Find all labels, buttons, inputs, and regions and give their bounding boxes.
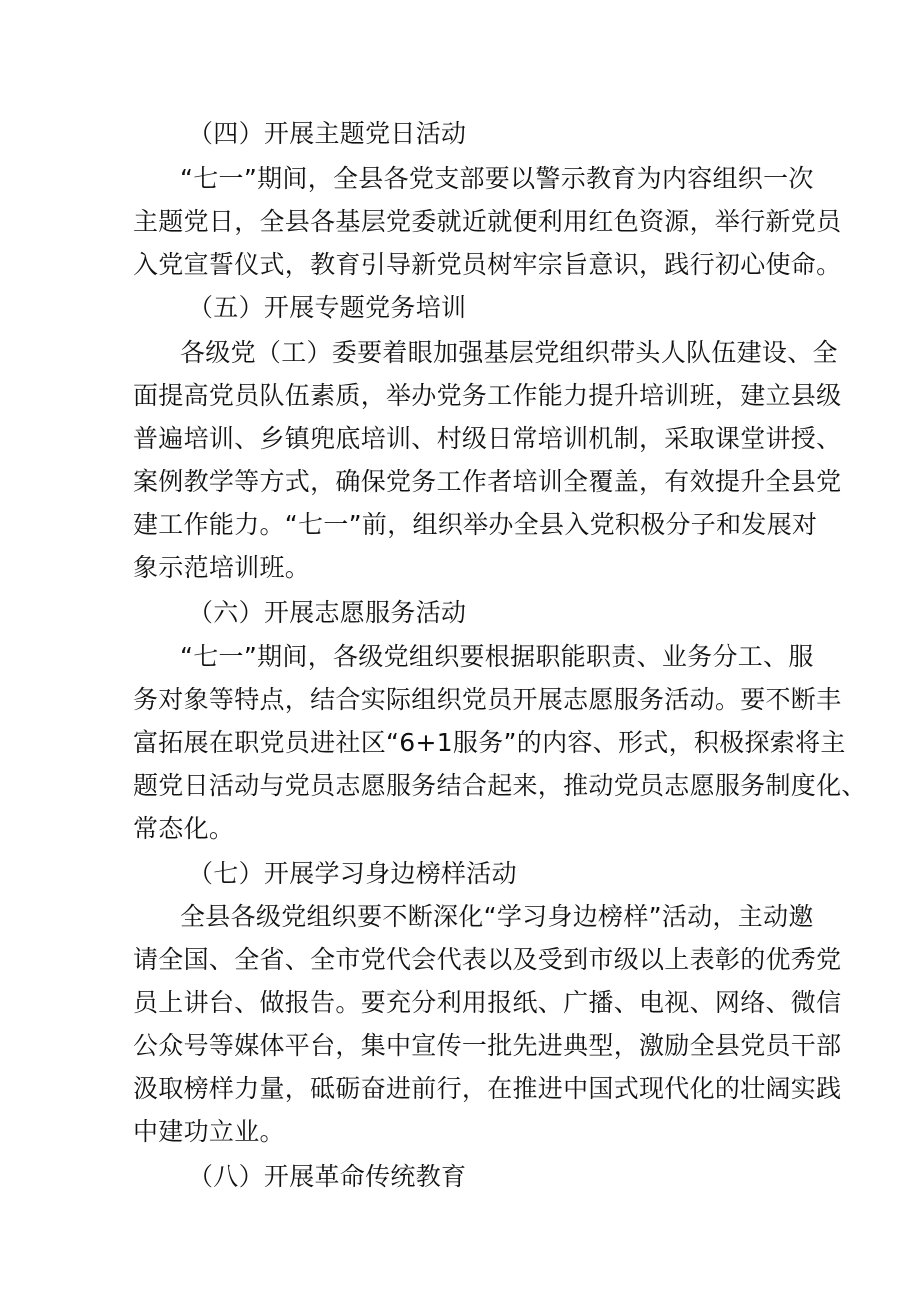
paragraph-line: “七一”期间，各级党组织要根据职能职责、业务分工、服 [180,642,814,671]
paragraph-line: 请全国、全省、全市党代会代表以及受到市级以上表彰的优秀党 [133,945,842,974]
section-heading-6: （六）开展志愿服务活动 [188,598,467,627]
section-heading-4: （四）开展主题党日活动 [188,119,467,148]
paragraph-line: 全县各级党组织要不断深化“学习身边榜样”活动，主动邀 [180,902,814,931]
paragraph-line: 象示范培训班。 [133,553,311,582]
section-heading-7: （七）开展学习身边榜样活动 [188,859,517,888]
paragraph-line: 公众号等媒体平台，集中宣传一批先进典型，激励全县党员干部 [133,1031,842,1060]
section-heading-8: （八）开展革命传统教育 [188,1162,467,1191]
paragraph-line: 员上讲台、做报告。要充分利用报纸、广播、电视、网络、微信 [133,988,842,1017]
section-heading-5: （五）开展专题党务培训 [188,293,467,322]
paragraph-line: “七一”期间，全县各党支部要以警示教育为内容组织一次 [180,164,814,193]
paragraph-line: 务对象等特点，结合实际组织党员开展志愿服务活动。要不断丰 [133,685,842,714]
paragraph-line: 案例教学等方式，确保党务工作者培训全覆盖，有效提升全县党 [133,467,842,496]
paragraph-line: 富拓展在职党员进社区“6+1服务”的内容、形式，积极探索将主 [133,728,846,757]
paragraph-line: 普遍培训、乡镇兜底培训、村级日常培训机制，采取课堂讲授、 [133,424,842,453]
paragraph-line: 建工作能力。“七一”前，组织举办全县入党积极分子和发展对 [133,510,818,539]
paragraph-line: 各级党（工）委要着眼加强基层党组织带头人队伍建设、全 [180,338,838,367]
paragraph-line: 常态化。 [133,814,235,843]
paragraph-line: 入党宣誓仪式，教育引导新党员树牢宗旨意识，践行初心使命。 [133,250,842,279]
paragraph-line: 题党日活动与党员志愿服务结合起来，推动党员志愿服务制度化、 [133,771,867,800]
paragraph-line: 汲取榜样力量，砥砺奋进前行，在推进中国式现代化的壮阔实践 [133,1074,842,1103]
paragraph-line: 主题党日，全县各基层党委就近就便利用红色资源，举行新党员 [133,207,842,236]
paragraph-line: 中建功立业。 [133,1117,285,1146]
paragraph-line: 面提高党员队伍素质，举办党务工作能力提升培训班，建立县级 [133,381,842,410]
